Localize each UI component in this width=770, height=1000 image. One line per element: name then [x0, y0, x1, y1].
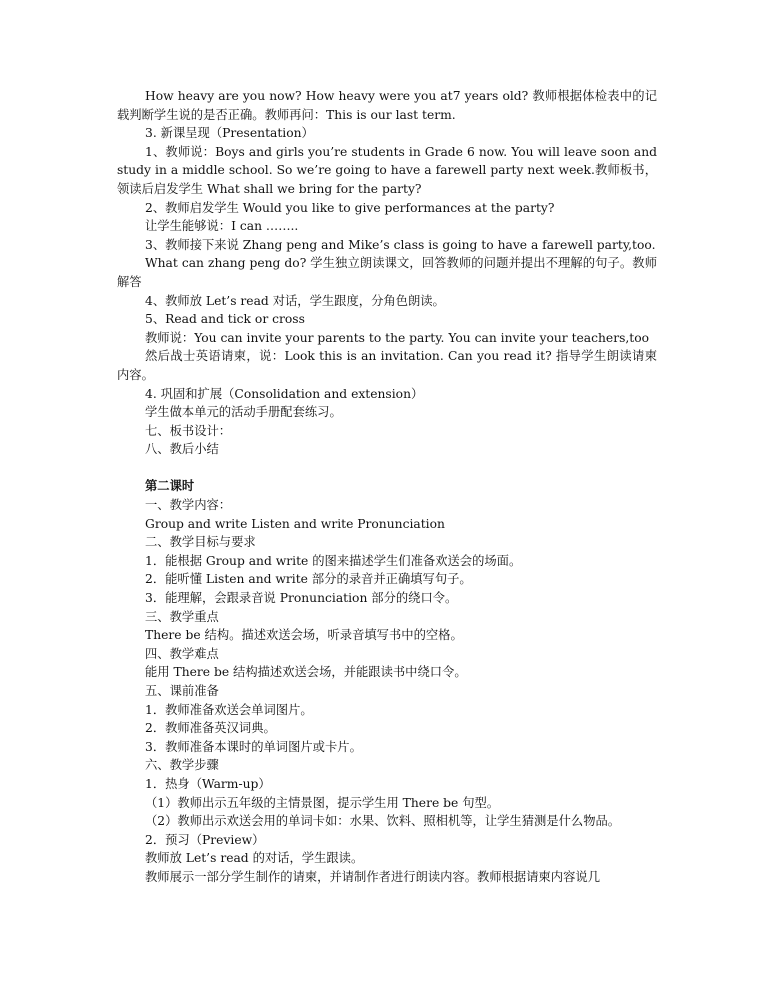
paragraph: There be 结构。描述欢送会场，听录音填写书中的空格。 — [145, 628, 463, 643]
list-item: 1．教师准备欢送会单词图片。 — [145, 702, 313, 717]
paragraph: 4、教师放 Let’s read 对话，学生跟度，分角色朗读。 — [145, 293, 445, 308]
section-heading: 五、课前准备 — [145, 684, 219, 698]
section-heading: 一、教学内容： — [145, 498, 232, 513]
section-heading: 七、板书设计： — [145, 423, 232, 438]
paragraph: 1、教师说：Boys and girls you’re students in Grade 6 now. You will leave soon and study in a middle school. So we’re going to have a farewell party next week.教师板书，领读后启发学生 What shall we bring for the party? — [117, 144, 657, 196]
paragraph: 2、教师启发学生 Would you like to give performances at the party? — [145, 200, 555, 215]
paragraph: 5、Read and tick or cross — [145, 312, 305, 327]
paragraph: 让学生能够说：I can …….. — [145, 219, 299, 234]
section-heading: 二、教学目标与要求 — [145, 535, 256, 550]
paragraph: What can zhang peng do? 学生独立朗读课文，回答教师的问题并提出不理解的句子。教师解答 — [117, 256, 657, 289]
document-body — [117, 87, 657, 887]
paragraph: 学生做本单元的活动手册配套练习。 — [145, 405, 342, 420]
list-item: 2．能听懂 Listen and write 部分的录音并正确填写句子。 — [145, 572, 472, 587]
lesson-title: 第二课时 — [145, 478, 195, 494]
list-item: 1．能根据 Group and write 的图来描述学生们准备欢送会的场面。 — [145, 553, 522, 568]
paragraph: 教师放 Let’s read 的对话，学生跟读。 — [145, 851, 364, 866]
paragraph: How heavy are you now? How heavy were you at7 years old? 教师根据体检表中的记载判断学生说的是否正确。教师再问：This is our last term. — [117, 89, 657, 122]
section-heading: 四、教学难点 — [145, 646, 219, 661]
list-item: 3．教师准备本课时的单词图片或卡片。 — [145, 739, 362, 754]
paragraph: 能用 There be 结构描述欢送会场，并能跟读书中绕口令。 — [145, 665, 467, 680]
section-heading: 4. 巩固和扩展（Consolidation and extension） — [145, 386, 424, 401]
paragraph: 教师说：You can invite your parents to the party. You can invite your teachers,too — [145, 330, 650, 345]
list-item: 2．预习（Preview） — [145, 832, 265, 847]
blank-line — [117, 459, 657, 478]
list-item: （1）教师出示五年级的主情景图，提示学生用 There be 句型。 — [145, 795, 500, 810]
list-item: 2．教师准备英汉词典。 — [145, 721, 276, 736]
section-heading: 三、教学重点 — [145, 609, 219, 624]
paragraph: Group and write Listen and write Pronunciation — [145, 516, 445, 531]
paragraph: 3、教师接下来说 Zhang peng and Mike’s class is going to have a farewell party,too. — [145, 237, 656, 252]
paragraph: 然后战士英语请柬，说：Look this is an invitation. Can you read it? 指导学生朗读请柬内容。 — [117, 349, 657, 382]
section-heading: 3. 新课呈现（Presentation） — [145, 126, 314, 141]
list-item: 1．热身（Warm-up） — [145, 776, 271, 791]
paragraph: 教师展示一部分学生制作的请柬，并请制作者进行朗读内容。教师根据请柬内容说几 — [145, 869, 600, 884]
list-item: 3．能理解，会跟录音说 Pronunciation 部分的绕口令。 — [145, 591, 458, 606]
section-heading: 六、教学步骤 — [145, 758, 219, 773]
section-heading: 八、教后小结 — [145, 442, 219, 457]
list-item: （2）教师出示欢送会用的单词卡如：水果、饮料、照相机等，让学生猜测是什么物品。 — [145, 814, 621, 829]
